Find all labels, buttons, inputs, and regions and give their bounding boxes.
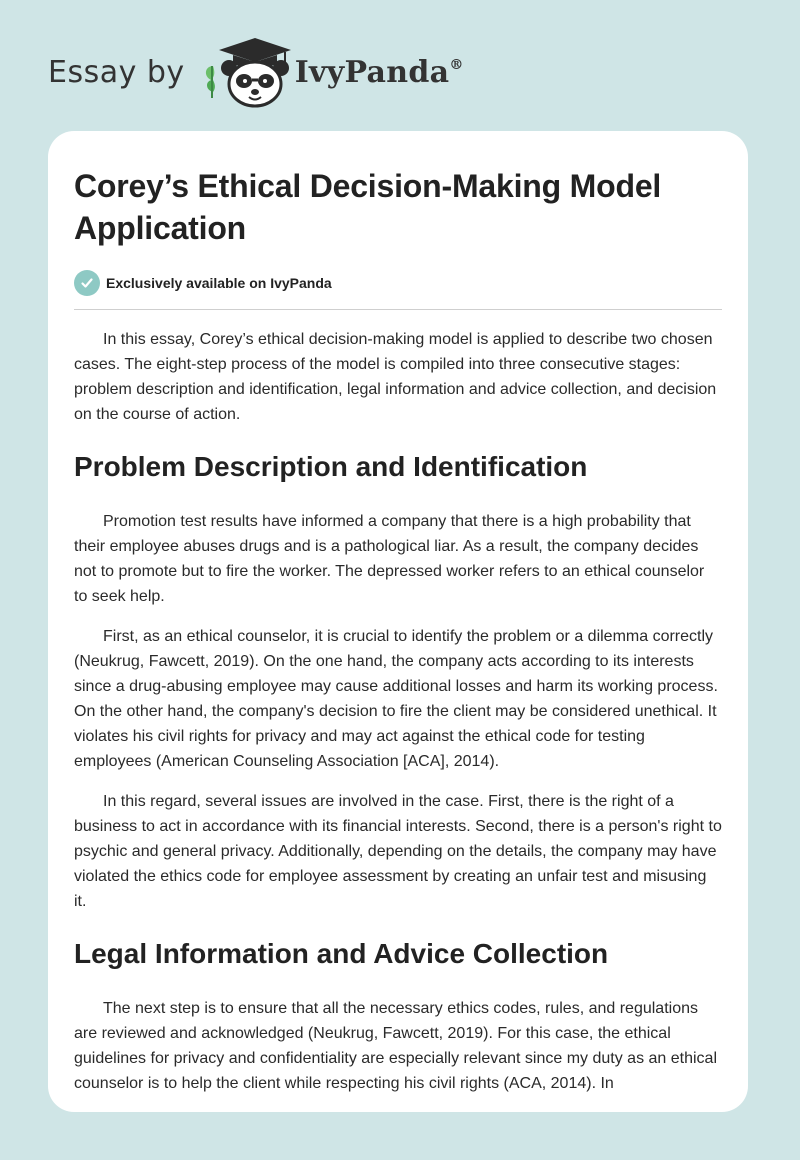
paragraph: The next step is to ensure that all the necessary ethics codes, rules, and regulations are reviewed and acknowledged (Neukrug, Fawcett, 2019). For this case, the ethical guidelines for privacy and confidentiality are especially relevant since my duty as an ethical counselor is to help the client while respecting his civil rights (ACA, 2014). In	[74, 1000, 718, 1092]
panda-mascot-icon	[199, 36, 291, 108]
exclusive-badge	[74, 270, 722, 296]
essay-card	[48, 131, 748, 1112]
paragraph: In this regard, several issues are involved in the case. First, there is the right of a business to act in accordance with its financial interests. Second, there is a person's right to psychic and general privacy. Additionally, depending on the details, the company may have violated the ethics code for employee assessment by creating an unfair test and misusing it.	[74, 793, 722, 910]
logo-brand: IvyPanda®	[294, 54, 464, 90]
logo-prefix: Essay by	[48, 54, 185, 90]
essay-content	[74, 165, 722, 1111]
check-circle-icon	[74, 270, 100, 296]
section-heading: Problem Description and Identification	[74, 451, 588, 482]
paragraph: First, as an ethical counselor, it is crucial to identify the problem or a dilemma correctly (Neukrug, Fawcett, 2019). On the one hand, the company acts according to its interests since a drug-abusing employee may cause additional losses and harm its working process. On the other hand, the company's decision to fire the client may be considered unethical. It violates his civil rights for privacy and may act against the ethical code for testing employees (American Counseling Association [ACA], 2014).	[74, 628, 718, 770]
section-heading: Legal Information and Advice Collection	[74, 938, 609, 969]
essay-title: Corey’s Ethical Decision-Making Model Application	[74, 168, 662, 246]
ivypanda-logo[interactable]	[48, 36, 464, 108]
divider	[74, 309, 722, 310]
paragraph: Promotion test results have informed a company that there is a high probability that their employee abuses drugs and is a pathological liar. As a result, the company decides not to promote but to fire the worker. The depressed worker refers to an ethical counselor to seek help.	[74, 513, 705, 605]
badge-text: Exclusively available on IvyPanda	[106, 275, 332, 291]
intro-paragraph: In this essay, Corey’s ethical decision-making model is applied to describe two chosen cases. The eight-step process of the model is compiled into three consecutive stages: problem description and identification, legal information and advice collection, and decision on the course of action.	[74, 331, 717, 423]
site-header	[0, 0, 800, 130]
